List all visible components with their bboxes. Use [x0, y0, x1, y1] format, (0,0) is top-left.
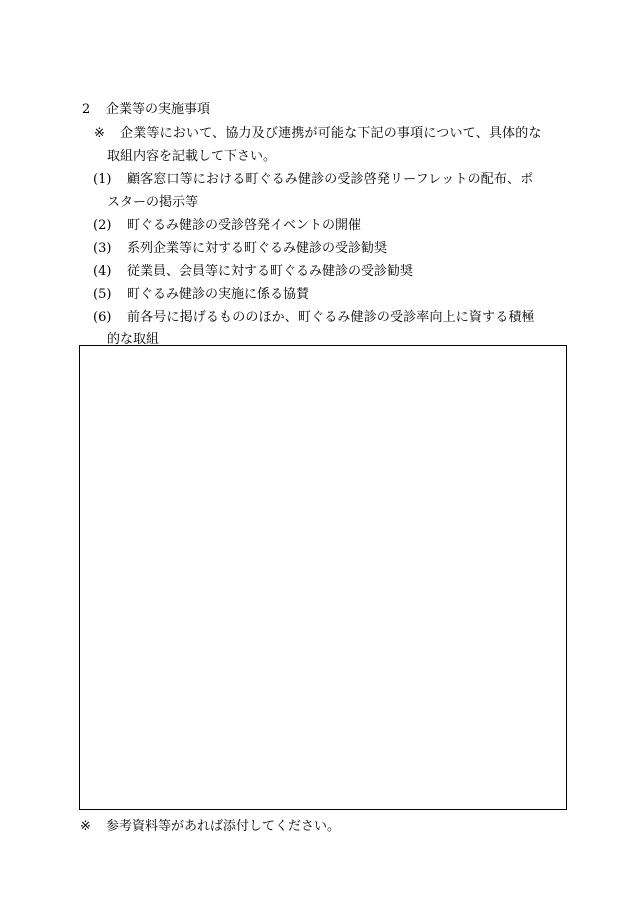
- item-number: (5): [93, 287, 112, 302]
- item-text-line-2: 的な取組: [107, 332, 160, 347]
- footer-text: 参考資料等があれば添付してください。: [106, 819, 341, 834]
- section-number: 2: [82, 102, 91, 117]
- item-text-line-1: 顧客窓口等における町ぐるみ健診の受診啓発リーフレットの配布、ポ: [127, 172, 534, 187]
- footer-mark: ※: [80, 819, 91, 834]
- item-number: (3): [93, 241, 112, 256]
- item-number: (1): [93, 172, 112, 187]
- item-number: (2): [93, 218, 112, 233]
- item-text-line-2: スターの掲示等: [107, 195, 199, 210]
- item-text-line-1: 前各号に掲げるもののほか、町ぐるみ健診の受診率向上に資する積極: [127, 310, 535, 325]
- note-line-2: 取組内容を記載して下さい。: [107, 149, 277, 164]
- item-text-line-1: 町ぐるみ健診の受診啓発イベントの開催: [127, 218, 362, 233]
- section-title: 企業等の実施事項: [106, 102, 211, 117]
- item-text-line-1: 町ぐるみ健診の実施に係る協賛: [127, 287, 310, 302]
- item-text-line-1: 従業員、会員等に対する町ぐるみ健診の受診勧奨: [127, 264, 414, 279]
- item-text-line-1: 系列企業等に対する町ぐるみ健診の受診勧奨: [127, 241, 388, 256]
- response-box[interactable]: [79, 345, 567, 810]
- item-number: (4): [93, 264, 112, 279]
- item-number: (6): [93, 310, 112, 325]
- note-line-1: 企業等において、協力及び連携が可能な下記の事項について、具体的な: [120, 126, 542, 141]
- note-mark: ※: [94, 126, 105, 141]
